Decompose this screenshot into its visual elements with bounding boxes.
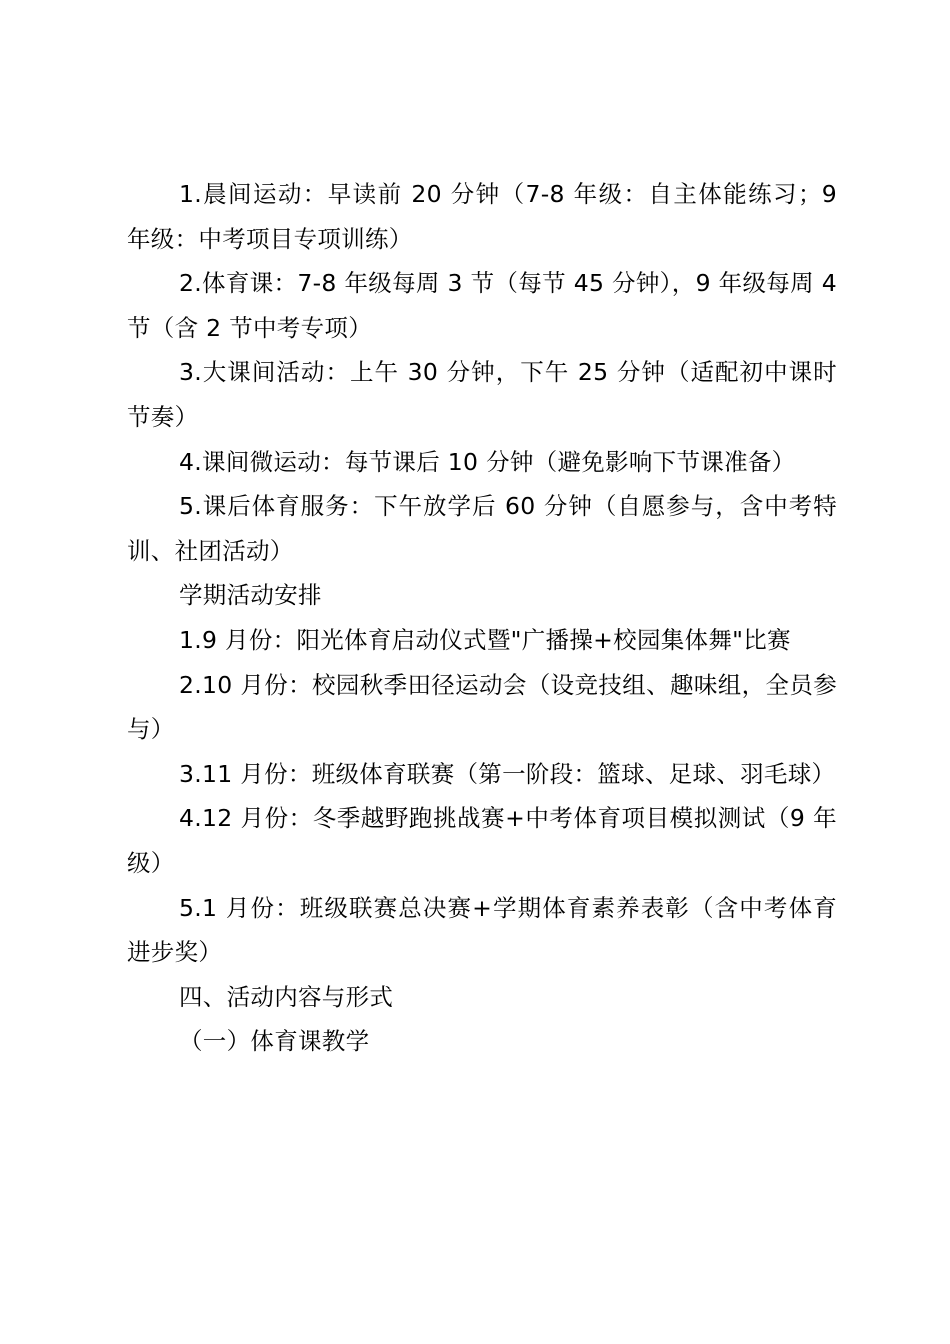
paragraph-december: 4.12 月份：冬季越野跑挑战赛+中考体育项目模拟测试（9 年级） bbox=[127, 804, 837, 877]
heading-subsection-one: （一）体育课教学 bbox=[179, 1027, 370, 1056]
paragraph-september: 1.9 月份：阳光体育启动仪式暨"广播操+校园集体舞"比赛 bbox=[179, 625, 791, 654]
document-body bbox=[127, 172, 837, 1064]
paragraph-big-break: 3.大课间活动：上午 30 分钟，下午 25 分钟（适配初中课时节奏） bbox=[127, 358, 837, 431]
paragraph-after-school: 5.课后体育服务：下午放学后 60 分钟（自愿参与，含中考特训、社团活动） bbox=[127, 492, 837, 565]
paragraph-micro-exercise: 4.课间微运动：每节课后 10 分钟（避免影响下节课准备） bbox=[179, 447, 796, 476]
paragraph-january: 5.1 月份：班级联赛总决赛+学期体育素养表彰（含中考体育进步奖） bbox=[127, 893, 837, 967]
paragraph-november: 3.11 月份：班级体育联赛（第一阶段：篮球、足球、羽毛球） bbox=[179, 759, 836, 788]
paragraph-october: 2.10 月份：校园秋季田径运动会（设竞技组、趣味组，全员参与） bbox=[127, 670, 837, 744]
paragraph-pe-class: 2.体育课：7-8 年级每周 3 节（每节 45 分钟），9 年级每周 4 节（含 2 节中考专项） bbox=[127, 269, 837, 342]
heading-section-four: 四、活动内容与形式 bbox=[179, 982, 394, 1011]
paragraph-morning-exercise: 1.晨间运动：早读前 20 分钟（7-8 年级：自主体能练习；9 年级：中考项目专项训练） bbox=[127, 180, 837, 253]
heading-semester-schedule: 学期活动安排 bbox=[179, 581, 322, 610]
